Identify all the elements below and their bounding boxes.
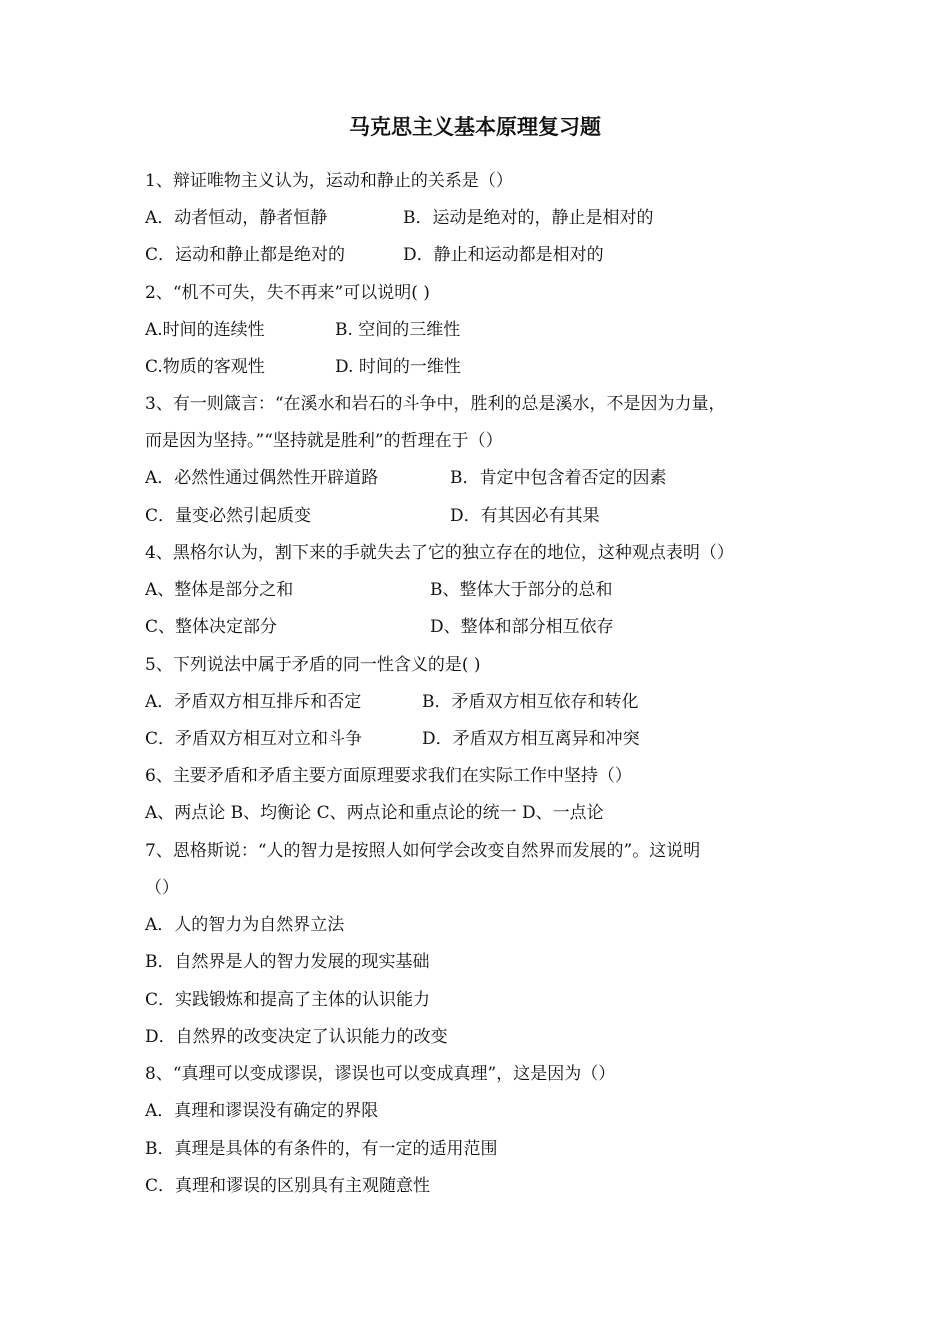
question-5-option-d: D．矛盾双方相互离异和冲突 (422, 729, 640, 749)
question-1-option-b: B．运动是绝对的，静止是相对的 (403, 208, 654, 228)
question-5-option-c: C．矛盾双方相互对立和斗争 (145, 729, 363, 749)
question-2-option-c: C.物质的客观性 (145, 357, 265, 377)
question-2-option-d: D. 时间的一维性 (335, 357, 461, 377)
question-6-options: A、两点论 B、均衡论 C、两点论和重点论的统一 D、一点论 (145, 803, 604, 823)
question-7-option-a: A．人的智力为自然界立法 (145, 915, 345, 935)
question-4-option-c: C、整体决定部分 (145, 617, 278, 637)
question-7-option-c: C．实践锻炼和提高了主体的认识能力 (145, 990, 431, 1010)
question-4-option-b: B、整体大于部分的总和 (430, 580, 613, 600)
question-3-stem-line-1: 3、有一则箴言：“在溪水和岩石的斗争中，胜利的总是溪水，不是因为力量， (145, 394, 726, 414)
question-3-option-c: C．量变必然引起质变 (145, 506, 312, 526)
question-7-stem-line-1: 7、恩格斯说：“人的智力是按照人如何学会改变自然界而发展的”。这说明 (145, 841, 701, 861)
question-5-option-b: B．矛盾双方相互依存和转化 (422, 692, 639, 712)
question-5-stem: 5、下列说法中属于矛盾的同一性含义的是( ) (145, 655, 481, 675)
question-6-stem: 6、主要矛盾和矛盾主要方面原理要求我们在实际工作中坚持（） (145, 766, 632, 786)
question-8-stem: 8、“真理可以变成谬误，谬误也可以变成真理”，这是因为（） (145, 1064, 616, 1084)
question-1-stem: 1、辩证唯物主义认为，运动和静止的关系是（） (145, 171, 513, 191)
question-4-stem: 4、黑格尔认为，割下来的手就失去了它的独立存在的地位，这种观点表明（） (145, 543, 734, 563)
question-2-option-a: A.时间的连续性 (145, 320, 265, 340)
question-3-stem-line-2: 而是因为坚持。”“坚持就是胜利”的哲理在于（） (145, 431, 503, 451)
question-1-option-c: C．运动和静止都是绝对的 (145, 245, 346, 265)
question-5-option-a: A．矛盾双方相互排斥和否定 (145, 692, 362, 712)
question-7-stem-line-2: （） (145, 878, 179, 898)
question-3-option-a: A．必然性通过偶然性开辟道路 (145, 468, 379, 488)
question-1-option-d: D．静止和运动都是相对的 (403, 245, 604, 265)
question-2-stem: 2、“机不可失，失不再来”可以说明( ) (145, 283, 430, 303)
question-7-option-d: D．自然界的改变决定了认识能力的改变 (145, 1027, 448, 1047)
question-3-option-d: D．有其因必有其果 (450, 506, 600, 526)
question-8-option-b: B．真理是具体的有条件的，有一定的适用范围 (145, 1139, 498, 1159)
question-4-option-d: D、整体和部分相互依存 (430, 617, 614, 637)
question-3-option-b: B．肯定中包含着否定的因素 (450, 468, 667, 488)
document-title: 马克思主义基本原理复习题 (349, 115, 601, 139)
question-8-option-c: C．真理和谬误的区别具有主观随意性 (145, 1176, 431, 1196)
question-1-option-a: A．动者恒动，静者恒静 (145, 208, 328, 228)
question-8-option-a: A．真理和谬误没有确定的界限 (145, 1101, 379, 1121)
question-2-option-b: B. 空间的三维性 (335, 320, 461, 340)
question-7-option-b: B．自然界是人的智力发展的现实基础 (145, 952, 430, 972)
question-4-option-a: A、整体是部分之和 (145, 580, 294, 600)
